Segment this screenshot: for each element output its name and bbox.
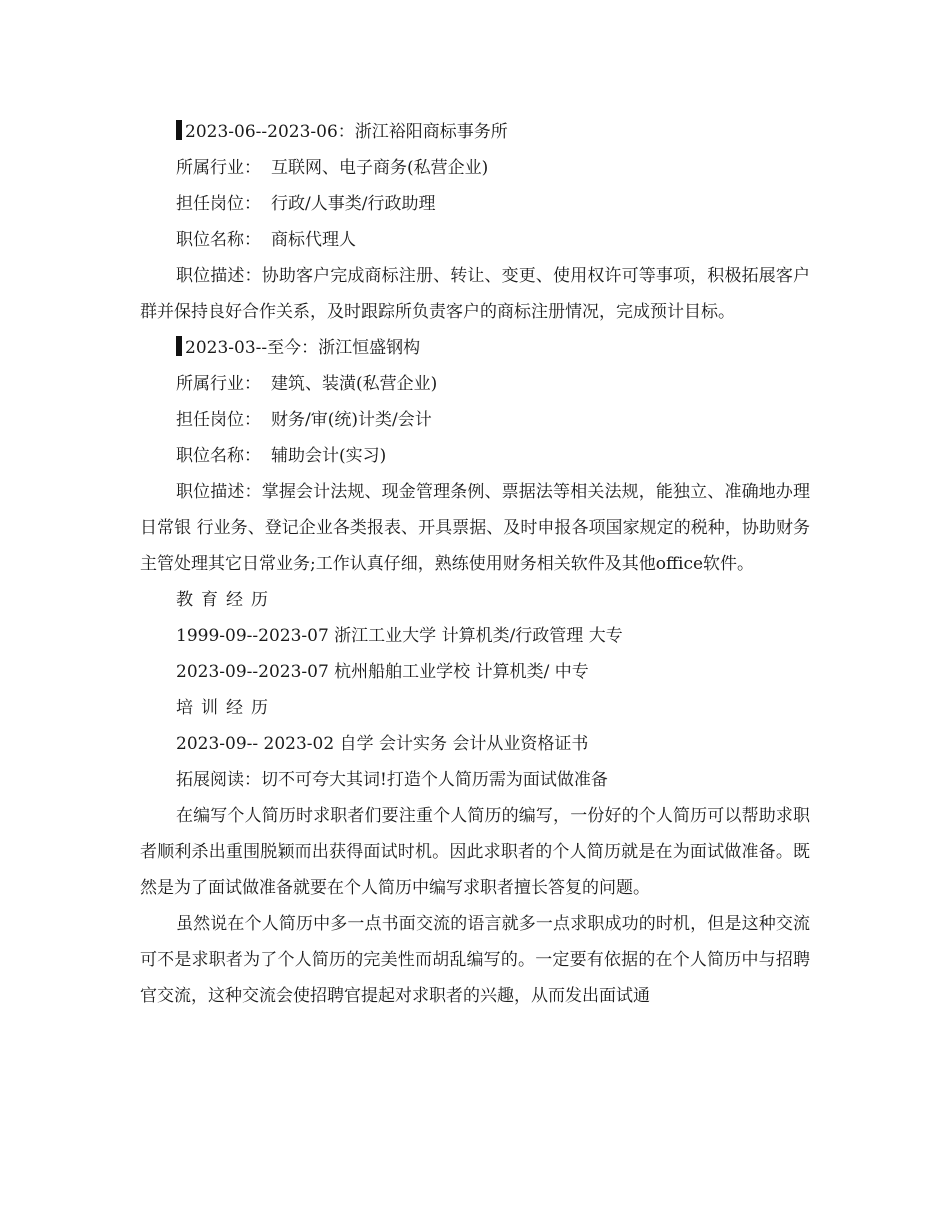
job2-title: 职位名称： 辅助会计(实习) bbox=[176, 446, 387, 466]
resume-page bbox=[140, 114, 810, 1014]
job2-post: 担任岗位： 财务/审(统)计类/会计 bbox=[176, 410, 432, 430]
extended-paragraph: 虽然说在个人简历中多一点书面交流的语言就多一点求职成功的时机，但是这种交流可不是求职者为了个人简历的完美性而胡乱编写的。一定要有依据的在个人简历中与招聘官交流，这种交流会使招聘官提起对求职者的兴趣，从而发出面试通 bbox=[140, 914, 810, 1006]
job1-title: 职位名称： 商标代理人 bbox=[176, 230, 356, 250]
job1-industry: 所属行业： 互联网、电子商务(私营企业) bbox=[176, 158, 489, 178]
job1-post: 担任岗位： 行政/人事类/行政助理 bbox=[176, 194, 436, 214]
training-item: 2023-09-- 2023-02 自学 会计实务 会计从业资格证书 bbox=[176, 734, 589, 754]
education-item: 1999-09--2023-07 浙江工业大学 计算机类/行政管理 大专 bbox=[176, 626, 623, 646]
education-item: 2023-09--2023-07 杭州船舶工业学校 计算机类/ 中专 bbox=[176, 662, 589, 682]
extended-paragraph: 在编写个人简历时求职者们要注重个人简历的编写，一份好的个人简历可以帮助求职者顺利杀出重围脱颖而出获得面试时机。因此求职者的个人简历就是在为面试做准备。既然是为了面试做准备就要在个人简历中编写求职者擅长答复的问题。 bbox=[140, 806, 810, 898]
job1-description: 职位描述：协助客户完成商标注册、转让、变更、使用权许可等事项，积极拓展客户群并保持良好合作关系，及时跟踪所负责客户的商标注册情况，完成预计目标。 bbox=[140, 266, 810, 322]
job2-header: 2023-03--至今：浙江恒盛钢构 bbox=[140, 330, 810, 366]
section-marker-icon bbox=[176, 120, 182, 140]
extended-reading-title: 拓展阅读：切不可夸大其词!打造个人简历需为面试做准备 bbox=[176, 770, 608, 790]
education-heading: 教育经历 bbox=[176, 590, 276, 610]
job2-industry: 所属行业： 建筑、装潢(私营企业) bbox=[176, 374, 438, 394]
section-marker-icon bbox=[176, 336, 182, 356]
training-heading: 培训经历 bbox=[176, 698, 276, 718]
job1-header: 2023-06--2023-06：浙江裕阳商标事务所 bbox=[140, 114, 810, 150]
job2-description: 职位描述：掌握会计法规、现金管理条例、票据法等相关法规，能独立、准确地办理日常银 行业务、登记企业各类报表、开具票据、及时申报各项国家规定的税种，协助财务主管处理其它日常业务;工作认真仔细，熟练使用财务相关软件及其他office软件。 bbox=[140, 482, 810, 574]
